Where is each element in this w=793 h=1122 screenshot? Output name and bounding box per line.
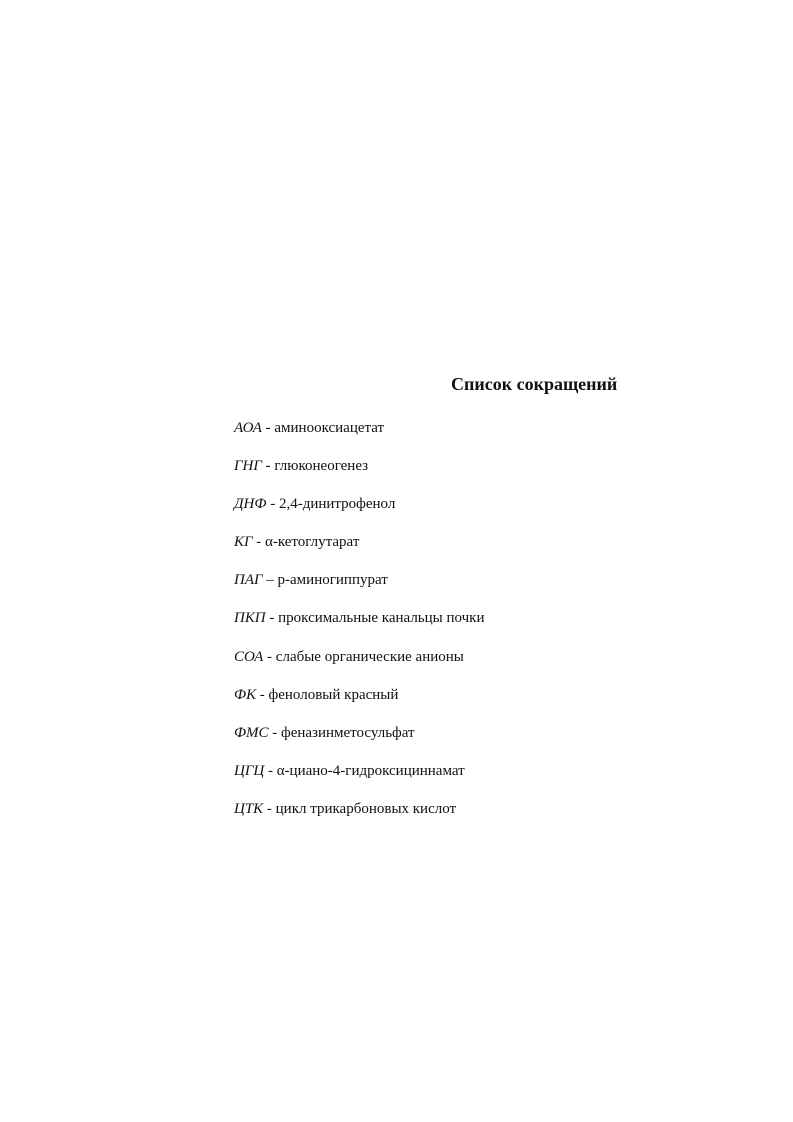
abbreviation-term: ГНГ — [234, 458, 262, 475]
abbreviation-item — [234, 532, 485, 570]
abbreviation-item — [234, 494, 485, 532]
abbreviation-separator: - — [264, 762, 277, 779]
abbreviation-definition: α-кетоглутарат — [265, 534, 360, 551]
abbreviation-term: ПАГ — [234, 572, 263, 589]
abbreviation-term: ДНФ — [234, 496, 267, 513]
abbreviation-separator: – — [262, 572, 278, 589]
abbreviation-definition: глюконеогенез — [274, 458, 369, 475]
abbreviation-term: ФМС — [234, 724, 269, 741]
abbreviation-item — [234, 570, 485, 608]
abbreviation-term: АОА — [234, 420, 262, 436]
abbreviation-separator: - — [268, 724, 281, 741]
abbreviation-definition: аминооксиацетат — [274, 420, 385, 436]
page-title: Список сокращений — [451, 374, 618, 394]
abbreviation-item — [234, 456, 485, 494]
abbreviation-separator: - — [266, 496, 279, 513]
abbreviation-definition: слабые органические анионы — [275, 648, 464, 665]
abbreviation-term: ФК — [234, 686, 257, 703]
abbreviation-list — [234, 418, 485, 837]
abbreviation-definition: 2,4-динитрофенол — [278, 496, 396, 513]
abbreviation-term: ЦГЦ — [234, 762, 265, 779]
abbreviation-item — [234, 418, 485, 456]
abbreviation-definition: α-циано-4-гидроксициннамат — [276, 762, 465, 779]
abbreviation-item — [234, 608, 485, 646]
abbreviation-separator: - — [263, 648, 276, 665]
abbreviation-item — [234, 799, 485, 837]
abbreviation-definition: феназинметосульфат — [280, 724, 415, 741]
abbreviation-definition: феноловый красный — [268, 686, 399, 703]
abbreviation-separator: - — [261, 458, 275, 475]
abbreviation-separator: - — [256, 686, 269, 703]
abbreviation-separator: - — [263, 800, 276, 817]
abbreviation-term: СОА — [234, 648, 264, 665]
abbreviation-definition: проксимальные канальцы почки — [278, 610, 485, 627]
abbreviation-item — [234, 723, 485, 761]
abbreviation-separator: - — [265, 610, 279, 627]
abbreviation-term: КГ — [234, 534, 253, 551]
abbreviation-item — [234, 761, 485, 799]
abbreviation-definition: цикл трикарбоновых кислот — [275, 800, 457, 817]
abbreviation-item — [234, 647, 485, 685]
abbreviation-definition: р-аминогиппурат — [277, 572, 388, 589]
abbreviation-term: ПКП — [234, 610, 266, 627]
abbreviation-separator: - — [252, 534, 265, 551]
abbreviation-separator: - — [261, 420, 275, 436]
abbreviation-term: ЦТК — [234, 800, 264, 817]
abbreviation-item — [234, 685, 485, 723]
